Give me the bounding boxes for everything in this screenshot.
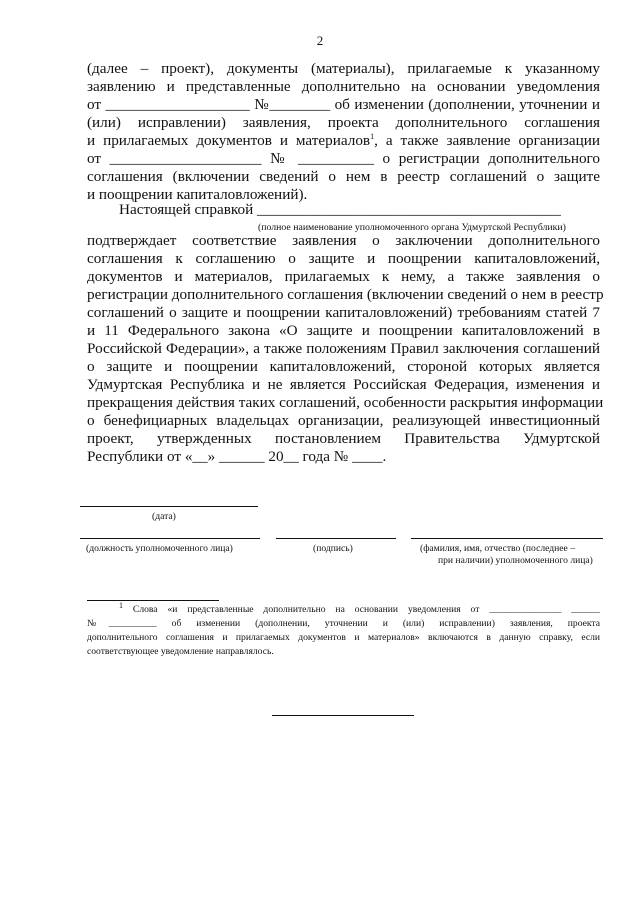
footnote-line bbox=[119, 600, 600, 616]
authority-note: (полное наименование уполномоченного органа Удмуртской Республики) bbox=[258, 222, 566, 233]
text-line: проект, утвержденных постановлением Правительства Удмуртской bbox=[87, 430, 600, 447]
text-line: подтверждает соответствие заявления о заключении дополнительного bbox=[87, 232, 600, 249]
text-line: соглашения (включении сведений о нем в реестр соглашений о защите bbox=[87, 168, 600, 185]
text-line: соглашения к соглашению о защите и поощрении капиталовложений, bbox=[87, 250, 600, 267]
text-segment: Слова «и представленные дополнительно на основании уведомления от _______________ ______ bbox=[132, 604, 600, 615]
text-segment: , а также заявление организации bbox=[374, 132, 600, 149]
text-line: регистрации дополнительного соглашения (включении сведений о нем в реестр bbox=[87, 286, 604, 303]
footnote-mark: 1 bbox=[119, 600, 123, 610]
text-line: прекращения действия таких соглашений, особенности раскрытия информации bbox=[87, 394, 604, 411]
end-of-document-line bbox=[272, 715, 414, 716]
page-number: 2 bbox=[316, 33, 324, 48]
text-line: от ____________________ № __________ о регистрации дополнительного bbox=[87, 150, 600, 167]
text-line: Российской Федерации», а также положениям Правил заключения соглашений bbox=[87, 340, 600, 357]
text-line: о защите и поощрении капиталовложений, стороной которых является bbox=[87, 358, 600, 375]
text-line: о бенефициарных владельцах организации, реализующей инвестиционный bbox=[87, 412, 600, 429]
text-line: от ___________________ №________ об изменении (дополнении, уточнении и bbox=[87, 96, 600, 113]
signature-line bbox=[276, 538, 396, 539]
text-line: (далее – проект), документы (материалы), прилагаемые к указанному bbox=[87, 60, 600, 77]
footnote-line: №__________ об изменении (дополнении, уточнении и (или) исправлении) заявления, проекта bbox=[87, 618, 600, 629]
footnote-separator bbox=[87, 600, 219, 601]
text-line: (или) исправлении) заявления, проекта дополнительного соглашения bbox=[87, 114, 600, 131]
text-line: документов и материалов, прилагаемых к нему, а также заявления о bbox=[87, 268, 600, 285]
footnote-line: дополнительного соглашения и прилагаемых документов и материалов» включаются в данную справку, если bbox=[87, 632, 600, 643]
spravka-line: Настоящей справкой ________________________________________ bbox=[119, 201, 561, 218]
position-line bbox=[80, 538, 260, 539]
text-line: и 11 Федерального закона «О защите и поощрении капиталовложений в bbox=[87, 322, 600, 339]
text-line: соглашений о защите и поощрении капиталовложений) требованиям статей 7 bbox=[87, 304, 600, 321]
footnote-mark: 1 bbox=[370, 131, 375, 141]
signature-label: (подпись) bbox=[313, 543, 353, 554]
date-label: (дата) bbox=[152, 511, 176, 522]
text-line-with-footnote bbox=[87, 132, 600, 150]
footnote-line: соответствующее уведомление направлялось. bbox=[87, 646, 274, 657]
text-line: заявлению и представленные дополнительно на основании уведомления bbox=[87, 78, 600, 95]
name-label: при наличии) уполномоченного лица) bbox=[438, 555, 593, 566]
position-label: (должность уполномоченного лица) bbox=[86, 543, 233, 554]
date-line bbox=[80, 506, 258, 507]
text-segment: и прилагаемых документов и материалов bbox=[87, 132, 371, 149]
text-line: Удмуртская Республика и не является Российская Федерация, изменения и bbox=[87, 376, 600, 393]
name-label: (фамилия, имя, отчество (последнее – bbox=[420, 543, 575, 554]
name-line bbox=[411, 538, 603, 539]
text-line: и поощрении капиталовложений). bbox=[87, 186, 308, 203]
text-line: Республики от «__» ______ 20__ года № ____. bbox=[87, 448, 387, 465]
